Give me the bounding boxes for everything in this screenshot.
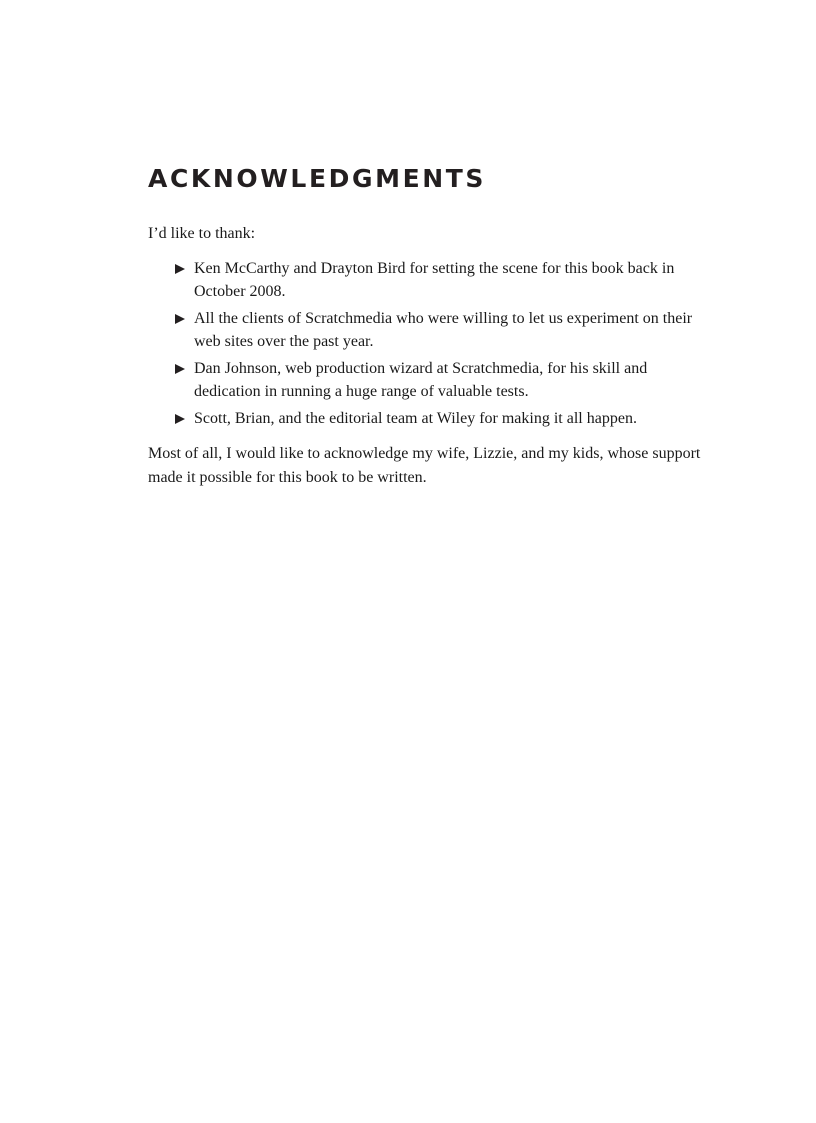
- acknowledgments-page: [148, 164, 704, 489]
- triangle-right-icon: [175, 414, 185, 424]
- list-item-text: Ken McCarthy and Drayton Bird for setting the scene for this book back in October 2008.: [194, 259, 675, 300]
- list-item-text: Dan Johnson, web production wizard at Scratchmedia, for his skill and dedication in running a huge range of valuable tests.: [194, 359, 648, 400]
- list-item: [148, 307, 704, 354]
- triangle-right-icon: [175, 314, 185, 324]
- intro-text: I’d like to thank:: [148, 225, 256, 242]
- triangle-right-icon: [175, 364, 185, 374]
- triangle-right-icon: [175, 264, 185, 274]
- list-item-text: Scott, Brian, and the editorial team at Wiley for making it all happen.: [194, 409, 637, 427]
- list-item-text: All the clients of Scratchmedia who were willing to let us experiment on their web sites over the past year.: [194, 309, 693, 350]
- thanks-list: [148, 257, 704, 431]
- list-item: [148, 407, 704, 431]
- list-item: [148, 357, 704, 404]
- closing-paragraph: Most of all, I would like to acknowledge my wife, Lizzie, and my kids, whose support made it possible for this book to be written.: [148, 445, 701, 486]
- list-item: [148, 257, 704, 304]
- page-title: ACKNOWLEDGMENTS: [148, 164, 487, 193]
